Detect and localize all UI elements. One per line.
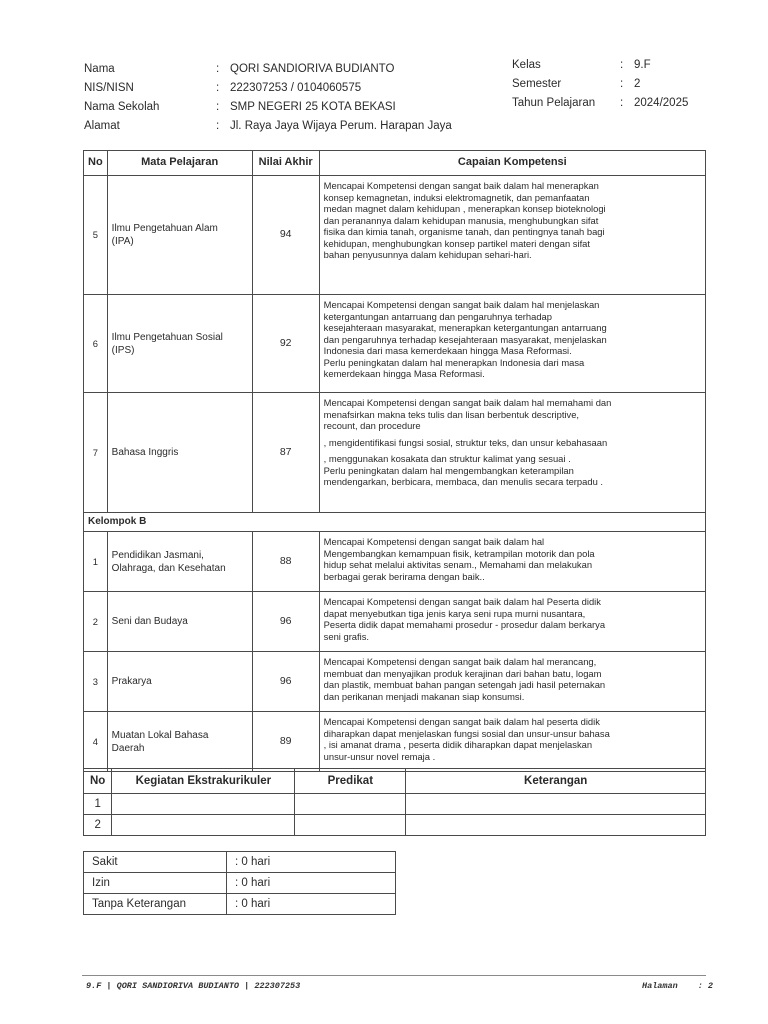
- group-row: [84, 513, 706, 532]
- attendance-label: Izin: [84, 873, 227, 894]
- extra-header-no: No: [84, 769, 112, 794]
- table-row: [84, 393, 706, 513]
- address-row: Alamat : Jl. Raya Jaya Wijaya Perum. Harapan Jaya: [84, 117, 452, 136]
- header-no: No: [84, 151, 108, 176]
- row-no: 6: [84, 295, 108, 393]
- row-competency: Mencapai Kompetensi dengan sangat baik dalam hal menjelaskan ketergantungan antarruang dan pengaruhnya terhadap kesejahteraan masyarakat, menerapkan ketergantungan antarruang dan pengaruhnya terhadap kesejahteraan masyarakat, menjelaskan Indonesia dari masa kemerdekaan hingga Masa Reformasi. Perlu peningkatan dalam hal menerapkan Indonesia dari masa kemerdekaan hingga Masa Reformasi.: [319, 295, 705, 393]
- row-no: 1: [84, 532, 108, 592]
- row-competency: Mencapai Kompetensi dengan sangat baik dalam hal memahami dan menafsirkan makna teks tulis dan lisan berbentuk descriptive, recount, dan procedure , mengidentifikasi fungsi sosial, struktur teks, dan unsur kebahasaan , menggunakan kosakata dan struktur kalimat yang sesuai . Perlu peningkatan dalam hal mengembangkan keterampilan mendengarkan, berbicara, membaca, dan menulis secara terpadu .: [319, 393, 705, 513]
- attendance-value: : 0 hari: [227, 873, 396, 894]
- attendance-value: : 0 hari: [227, 852, 396, 873]
- extra-row-no: 1: [84, 794, 112, 815]
- extra-row-note: [406, 794, 706, 815]
- class-value: 9.F: [634, 59, 651, 71]
- row-competency: Mencapai Kompetensi dengan sangat baik dalam hal Peserta didik dapat menyebutkan tiga jenis karya seni rupa murni nusantara, Peserta didik dapat memahami prosedur - prosedur dalam berkarya seni grafis.: [319, 592, 705, 652]
- extracurricular-table: [83, 768, 706, 836]
- table-row: [84, 652, 706, 712]
- class-label: Kelas: [512, 59, 541, 71]
- table-row: [84, 295, 706, 393]
- row-no: 5: [84, 176, 108, 295]
- extra-row-activity: [112, 815, 295, 836]
- row-competency: Mencapai Kompetensi dengan sangat baik dalam hal menerapkan konsep kemagnetan, induksi elektromagnetik, dan pemanfaatan medan magnet dalam kehidupan , menerapkan konsep bioteknologi dan peranannya dalam kehidupan manusia, menghubungkan sifat fisika dan kimia tanah, organisme tanah, dan pentingnya tanah bagi kehidupan, menghubungkan konsep partikel materi dengan sifat bahan penyusunnya dalam kehidupan sehari-hari.: [319, 176, 705, 295]
- row-subject: Bahasa Inggris: [107, 393, 252, 513]
- name-row: Nama : QORI SANDIORIVA BUDIANTO: [84, 60, 452, 79]
- row-no: 3: [84, 652, 108, 712]
- table-row: [84, 815, 706, 836]
- row-score: 92: [252, 295, 319, 393]
- attendance-row: [84, 894, 396, 915]
- row-competency: Mencapai Kompetensi dengan sangat baik dalam hal peserta didik diharapkan dapat menjelaskan fungsi sosial dan unsur-unsur bahasa , isi amanat drama , peserta didik diharapkan dapat menjelaskan unsur-unsur novel remaja .: [319, 712, 705, 772]
- semester-value: 2: [634, 78, 641, 90]
- extra-header-note: Keterangan: [406, 769, 706, 794]
- row-score: 88: [252, 532, 319, 592]
- semester-label: Semester: [512, 78, 562, 90]
- row-subject: Muatan Lokal Bahasa Daerah: [107, 712, 252, 772]
- row-competency: Mencapai Kompetensi dengan sangat baik dalam hal Mengembangkan kemampuan fisik, ketrampilan motorik dan pola hidup sehat melalui aktivitas senam., Memahami dan melakukan berbagai gerak berirama dengan baik..: [319, 532, 705, 592]
- school-value: SMP NEGERI 25 KOTA BEKASI: [230, 101, 396, 113]
- attendance-label: Tanpa Keterangan: [84, 894, 227, 915]
- school-row: Nama Sekolah : SMP NEGERI 25 KOTA BEKASI: [84, 98, 452, 117]
- address-value: Jl. Raya Jaya Wijaya Perum. Harapan Jaya: [230, 120, 452, 132]
- row-subject: Pendidikan Jasmani, Olahraga, dan Kesehatan: [107, 532, 252, 592]
- header-subject: Mata Pelajaran: [107, 151, 252, 176]
- student-info-left: [84, 60, 452, 136]
- nis-value: 222307253 / 0104060575: [230, 82, 362, 94]
- row-score: 96: [252, 652, 319, 712]
- class-row: Kelas : 9.F: [512, 56, 688, 75]
- page-label: Halaman: [642, 981, 678, 991]
- year-row: Tahun Pelajaran : 2024/2025: [512, 94, 688, 113]
- row-no: 4: [84, 712, 108, 772]
- extra-header-row: [84, 769, 706, 794]
- year-label: Tahun Pelajaran: [512, 97, 596, 109]
- header-score: Nilai Akhir: [252, 151, 319, 176]
- year-value: 2024/2025: [634, 97, 689, 109]
- table-row: [84, 592, 706, 652]
- footer-divider: [82, 975, 706, 976]
- name-label: Nama: [84, 63, 115, 75]
- grades-header-row: [84, 151, 706, 176]
- row-score: 87: [252, 393, 319, 513]
- footer-page-number: [642, 981, 713, 991]
- address-label: Alamat: [84, 120, 120, 132]
- attendance-row: [84, 852, 396, 873]
- row-no: 7: [84, 393, 108, 513]
- school-label: Nama Sekolah: [84, 101, 160, 113]
- student-info-right: [512, 56, 688, 113]
- name-value: QORI SANDIORIVA BUDIANTO: [230, 63, 395, 75]
- nis-label: NIS/NISN: [84, 82, 134, 94]
- table-row: [84, 176, 706, 295]
- grades-table: [83, 150, 706, 772]
- table-row: [84, 532, 706, 592]
- table-row: [84, 794, 706, 815]
- row-subject: Ilmu Pengetahuan Alam (IPA): [107, 176, 252, 295]
- extra-row-no: 2: [84, 815, 112, 836]
- attendance-table: [83, 851, 396, 915]
- footer-student-info: 9.F | QORI SANDIORIVA BUDIANTO | 222307253: [86, 981, 301, 991]
- page-value: : 2: [697, 981, 714, 991]
- attendance-label: Sakit: [84, 852, 227, 873]
- row-no: 2: [84, 592, 108, 652]
- semester-row: Semester : 2: [512, 75, 688, 94]
- row-score: 96: [252, 592, 319, 652]
- group-label: Kelompok B: [84, 513, 706, 532]
- header-competency: Capaian Kompetensi: [319, 151, 705, 176]
- nis-row: NIS/NISN : 222307253 / 0104060575: [84, 79, 452, 98]
- extra-row-grade: [295, 794, 406, 815]
- attendance-value: : 0 hari: [227, 894, 396, 915]
- row-score: 94: [252, 176, 319, 295]
- row-subject: Ilmu Pengetahuan Sosial (IPS): [107, 295, 252, 393]
- extra-header-grade: Predikat: [295, 769, 406, 794]
- attendance-row: [84, 873, 396, 894]
- row-score: 89: [252, 712, 319, 772]
- row-subject: Seni dan Budaya: [107, 592, 252, 652]
- row-subject: Prakarya: [107, 652, 252, 712]
- extra-header-activity: Kegiatan Ekstrakurikuler: [112, 769, 295, 794]
- extra-row-grade: [295, 815, 406, 836]
- row-competency: Mencapai Kompetensi dengan sangat baik dalam hal merancang, membuat dan menyajikan produk kerajinan dari bahan batu, logam dan plastik, membuat bahan pangan setengah jadi hasil peternakan dan perikanan menjadi makanan siap konsumsi.: [319, 652, 705, 712]
- extra-row-activity: [112, 794, 295, 815]
- extra-row-note: [406, 815, 706, 836]
- table-row: [84, 712, 706, 772]
